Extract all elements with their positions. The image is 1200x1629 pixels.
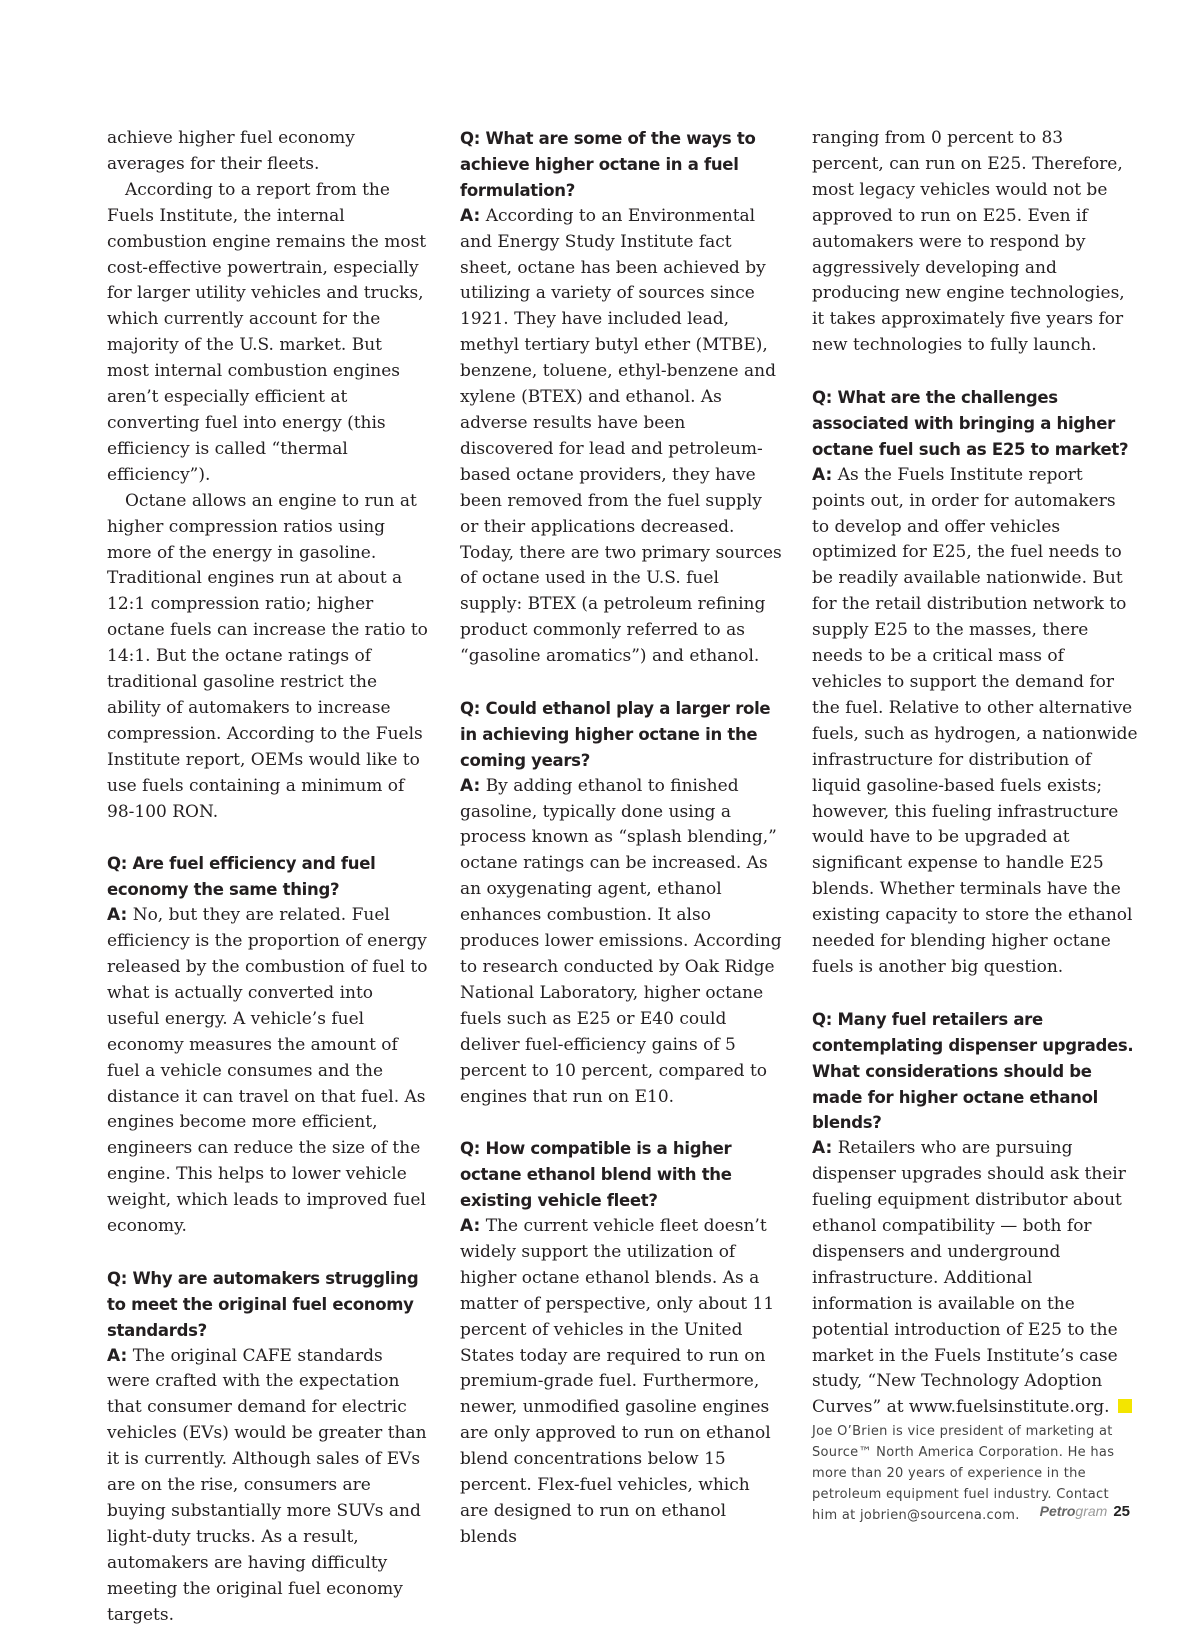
paragraph: ranging from 0 percent to 83 percent, can run on E25. Therefore, most legacy vehicles would not be approved to run on E25. Even if automakers were to respond by aggressively developing and producing new engine technologies, it takes approximately five years for new technologies to fully launch. (812, 128, 1125, 356)
answer-text: By adding ethanol to finished gasoline, typically done using a process known as “splash blending,” octane ratings can be increased. As an oxygenating agent, ethanol enhances combustion. It also produces lower emissions. According to research conducted by Oak Ridge National Laboratory, higher octane fuels such as E25 or E40 could deliver fuel-efficiency gains of 5 percent to 10 percent, compared to engines that run on E10. (460, 775, 782, 1107)
question-heading: Q: What are the challenges associated with bringing a higher octane fuel such as E25 to market? (812, 388, 1129, 459)
column-1 (107, 126, 429, 1629)
answer-text: According to an Environmental and Energy Study Institute fact sheet, octane has been achieved by utilizing a variety of sources since 1921. They have included lead, methyl tertiary butyl ether (MTBE), benzene, toluene, ethyl-benzene and xylene (BTEX) and ethanol. As adverse results have been discovered for lead and petroleum-based octane providers, they have been removed from the fuel supply or their applications decreased. Today, there are two primary sources of octane used in the U.S. fuel supply: BTEX (a petroleum refining product commonly referred to as “gasoline aromatics”) and ethanol. (460, 205, 782, 667)
page-footer (1040, 1503, 1130, 1520)
publication-name-part2: gram (1075, 1503, 1108, 1519)
paragraph: Octane allows an engine to run at higher compression ratios using more of the energy in gasoline. Traditional engines run at about a 12:1 compression ratio; higher octane fuels can increase the ratio to 14:1. But the octane ratings of traditional gasoline restrict the ability of automakers to increase compression. According to the Fuels Institute report, OEMs would like to use fuels containing a minimum of 98-100 RON. (107, 490, 428, 822)
answer-text: Retailers who are pursuing dispenser upgrades should ask their fueling equipment distributor about ethanol compatibility — both for dispensers and underground infrastructure. Additional information is available on the potential introduction of E25 to the market in the Fuels Institute’s case study, “New Technology Adoption Curves” at www.fuelsinstitute.org. (812, 1138, 1126, 1418)
question-heading: Q: How compatible is a higher octane ethanol blend with the existing vehicle fleet? (460, 1139, 732, 1211)
answer-label: A: (107, 905, 128, 926)
page-number: 25 (1113, 1503, 1130, 1520)
answer-label: A: (812, 1138, 833, 1159)
question-heading: Q: What are some of the ways to achieve higher octane in a fuel formulation? (460, 129, 756, 200)
column-2 (460, 126, 782, 1551)
answer (107, 903, 429, 1240)
answer-text: No, but they are related. Fuel efficiency is the proportion of energy released by the combustion of fuel to what is actually converted into useful energy. A vehicle’s fuel economy measures the amount of fuel a vehicle consumes and the distance it can travel on that fuel. As engines become more efficient, engineers can reduce the size of the engine. This helps to lower vehicle weight, which leads to improved fuel economy. (107, 905, 428, 1237)
answer (812, 1136, 1138, 1421)
answer-label: A: (460, 775, 481, 796)
answer-label: A: (812, 464, 833, 485)
answer (107, 1344, 429, 1629)
question-heading: Q: Why are automakers struggling to meet the original fuel economy standards? (107, 1268, 419, 1340)
question-heading: Q: Many fuel retailers are contemplating dispenser upgrades. What considerations should be made for higher octane ethanol blends? (812, 1009, 1134, 1133)
answer-label: A: (460, 205, 481, 226)
answer-text: The original CAFE standards were crafted with the expectation that consumer demand for electric vehicles (EVs) would be greater than it is currently. Although sales of EVs are on the rise, consumers are buying substantially more SUVs and light-duty trucks. As a result, automakers are having difficulty meeting the original fuel economy targets. (107, 1345, 427, 1625)
question-heading: Q: Are fuel efficiency and fuel economy the same thing? (107, 854, 376, 900)
answer-text: The current vehicle fleet doesn’t widely support the utilization of higher octane ethanol blends. As a matter of perspective, only about 11 percent of vehicles in the United States today are required to run on premium-grade fuel. Furthermore, newer, unmodified gasoline engines are only approved to run on ethanol blend concentrations below 15 percent. Flex-fuel vehicles, which are designed to run on ethanol blends (460, 1216, 775, 1547)
answer (812, 463, 1138, 981)
author-bio: Joe O’Brien is vice president of marketing at Source™ North America Corporation. He has more than 20 years of experience in the petroleum equipment fuel industry. Contact him at jobrien@sourcena.com. (812, 1424, 1115, 1524)
answer-label: A: (107, 1345, 128, 1366)
answer (460, 204, 782, 670)
answer (460, 1214, 782, 1551)
end-mark-icon (1118, 1399, 1132, 1413)
answer-label: A: (460, 1216, 481, 1237)
column-3 (812, 126, 1138, 1526)
question-heading: Q: Could ethanol play a larger role in achieving higher octane in the coming years? (460, 698, 771, 770)
answer-text: As the Fuels Institute report points out, in order for automakers to develop and offer vehicles optimized for E25, the fuel needs to be readily available nationwide. But for the retail distribution network to supply E25 to the masses, there needs to be a critical mass of vehicles to support the demand for the fuel. Relative to other alternative fuels, such as hydrogen, a nationwide infrastructure for distribution of liquid gasoline-based fuels exists; however, this fueling infrastructure would have to be upgraded at significant expense to handle E25 blends. Whether terminals have the existing capacity to store the ethanol needed for blending higher octane fuels is another big question. (812, 464, 1138, 977)
paragraph: According to a report from the Fuels Institute, the internal combustion engine remains the most cost-effective powertrain, especially for larger utility vehicles and trucks, which currently account for the majority of the U.S. market. But most internal combustion engines aren’t especially efficient at converting fuel into energy (this efficiency is called “thermal efficiency”). (107, 179, 427, 485)
paragraph: achieve higher fuel economy averages for their fleets. (107, 128, 355, 174)
answer (460, 774, 782, 1111)
publication-name-part1: Petro (1039, 1503, 1076, 1519)
